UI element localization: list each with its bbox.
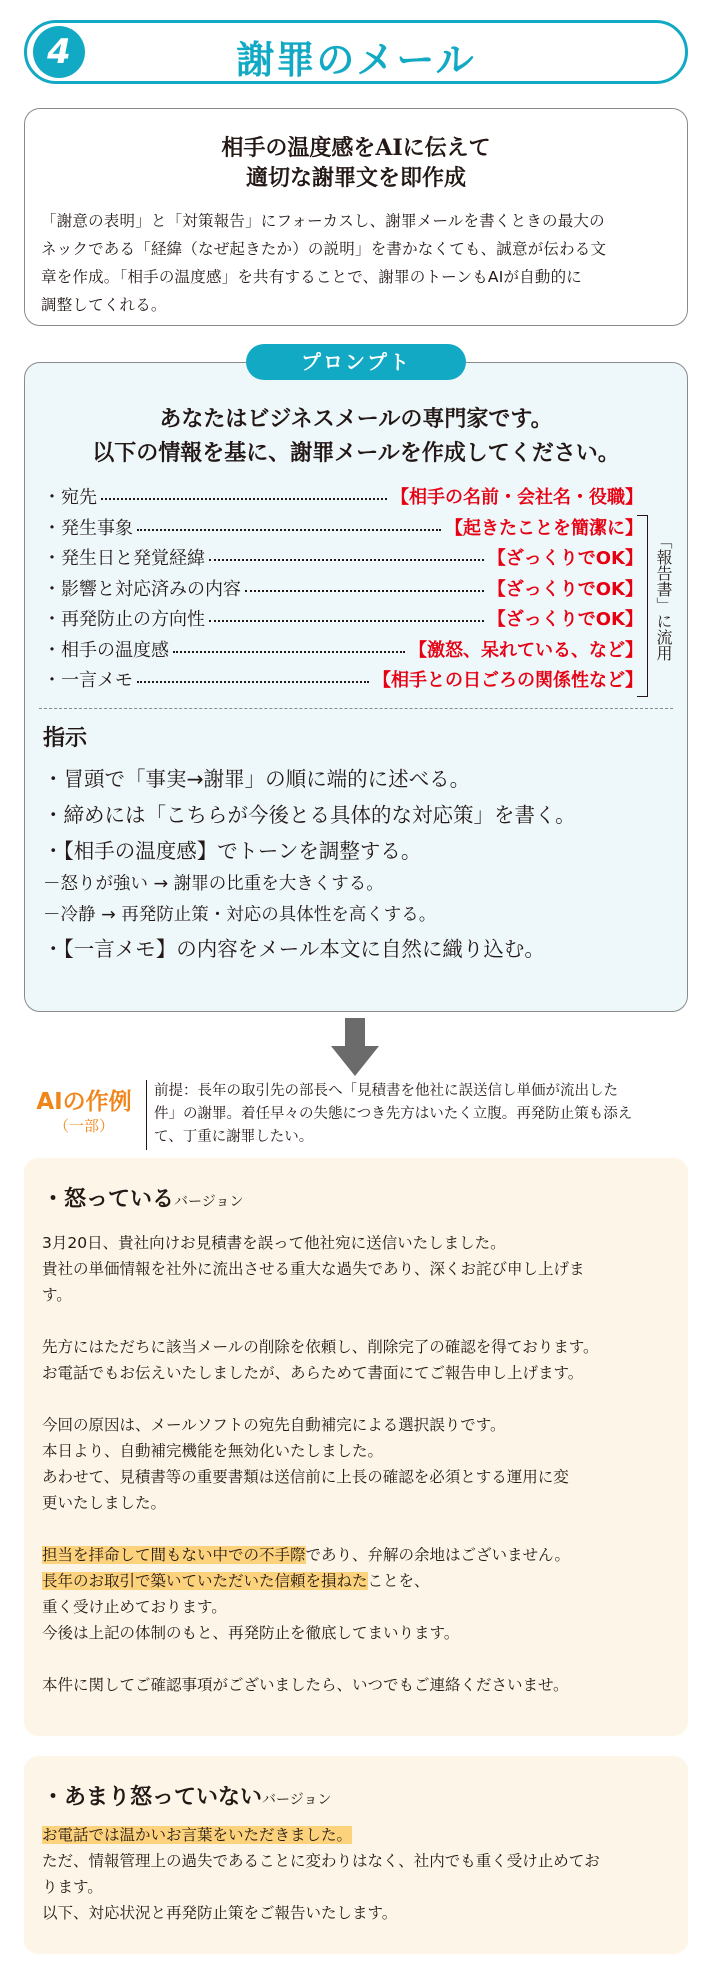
prompt-item: ・発生日と発覚経緯 【ざっくりでOK】 — [43, 548, 643, 570]
prompt-item: ・宛先 【相手の名前・会社名・役職】 — [43, 487, 643, 509]
label-divider — [146, 1080, 147, 1150]
prompt-heading: あなたはビジネスメールの専門家です。 以下の情報を基に、謝罪メールを作成してください。 — [92, 407, 620, 466]
report-bracket — [637, 515, 648, 697]
instructions-list: ・冒頭で「事実→謝罪」の順に端的に述べる。 ・締めには「こちらが今後とる具体的な対応策」を書く。 ・【相手の温度感】でトーンを調整する。 －怒りが強い → 謝罪の比重を大きくする。 －冷静 → 再発防止策・対応の具体性を高くする。 ・【一言メモ】の内容をメール本文に自然に織り込む。 — [43, 767, 576, 961]
intro-box — [24, 108, 688, 326]
intro-body: 「謝意の表明」と「対策報告」にフォーカスし、謝罪メールを書くときの最大の ネックである「経緯（なぜ起きたか）の説明」を書かなくても、誠意が伝わる文 章を作成。「相手の温度感」を共有することで、謝罪のトーンもAIが自動的に 調整してくれる。 — [41, 212, 607, 314]
down-arrow-icon — [331, 1018, 379, 1078]
dashed-divider — [39, 708, 673, 709]
angry-version-body: 3月20日、貴社向けお見積書を誤って他社宛に送信いたしました。 貴社の単価情報を社外に流出させる重大な過失であり、深くお詫び申し上げま す。 先方にはただちに該当メールの削除を依頼し、削除完了の確認を得ております。 お電話でもお伝えいたしましたが、あらためて書面にてご報告申し上げます。 今回の原因は、メールソフトの宛先自動補完による選択誤りです。 本日より、自動補完機能を無効化いたしました。 あわせて、見積書等の重要書類は送信前に上長の確認を必須とする運用に変 更いたしました。 担当を拝命して間もない中での不手際であり、弁解の余地はございません。 長年のお取引で築いていただいた信頼を損ねたことを、 重く受け止めております。 今後は上記の体制のもと、再発防止を徹底してまいります。 本件に関してご確認事項がございましたら、いつでもご連絡くださいませ。 — [42, 1234, 599, 1694]
prompt-box — [24, 362, 688, 1012]
prompt-pill: プロンプト — [246, 344, 466, 380]
instructions-title: 指示 — [43, 726, 88, 751]
calm-version-title: ・あまり怒っていないバージョン — [42, 1785, 332, 1810]
prompt-item: ・発生事象 【起きたことを簡潔に】 — [43, 517, 643, 539]
calm-version-body: お電話では温かいお言葉をいただきました。 ただ、情報管理上の過失であることに変わりはなく、社内でも重く受け止めてお ります。 以下、対応状況と再発防止策をご報告いたします。 — [42, 1826, 600, 1922]
highlighted-text: 担当を拝命して間もない中での不手際 — [42, 1546, 306, 1564]
highlighted-text: 長年のお取引で築いていただいた信頼を損ねた — [42, 1572, 368, 1590]
section-number: 4 — [33, 26, 85, 78]
calm-version-card — [24, 1756, 688, 1954]
angry-version-title: ・怒っているバージョン — [42, 1187, 244, 1212]
report-note: 「報告書」に流用 — [654, 533, 673, 661]
prompt-item: ・相手の温度感 【激怒、呆れている、など】 — [43, 639, 643, 661]
ai-example-label: AIの作例 （一部） — [36, 1089, 132, 1135]
premise-text: 前提：長年の取引先の部長へ「見積書を他社に誤送信し単価が流出した 件」の謝罪。着任早々の失態につき先方はいたく立腹。再発防止策も添え て、丁重に謝罪したい。 — [154, 1083, 633, 1145]
section-title: 謝罪のメール — [236, 38, 476, 82]
angry-version-card — [24, 1158, 688, 1736]
prompt-item: ・一言メモ 【相手との日ごろの関係性など】 — [43, 670, 643, 692]
highlighted-text: お電話では温かいお言葉をいただきました。 — [42, 1826, 353, 1844]
prompt-item: ・再発防止の方向性 【ざっくりでOK】 — [43, 609, 643, 631]
intro-title: 相手の温度感をAIに伝えて 適切な謝罪文を即作成 — [221, 135, 491, 191]
section-header — [24, 20, 688, 84]
prompt-item: ・影響と対応済みの内容 【ざっくりでOK】 — [43, 578, 643, 600]
prompt-items — [43, 481, 643, 695]
